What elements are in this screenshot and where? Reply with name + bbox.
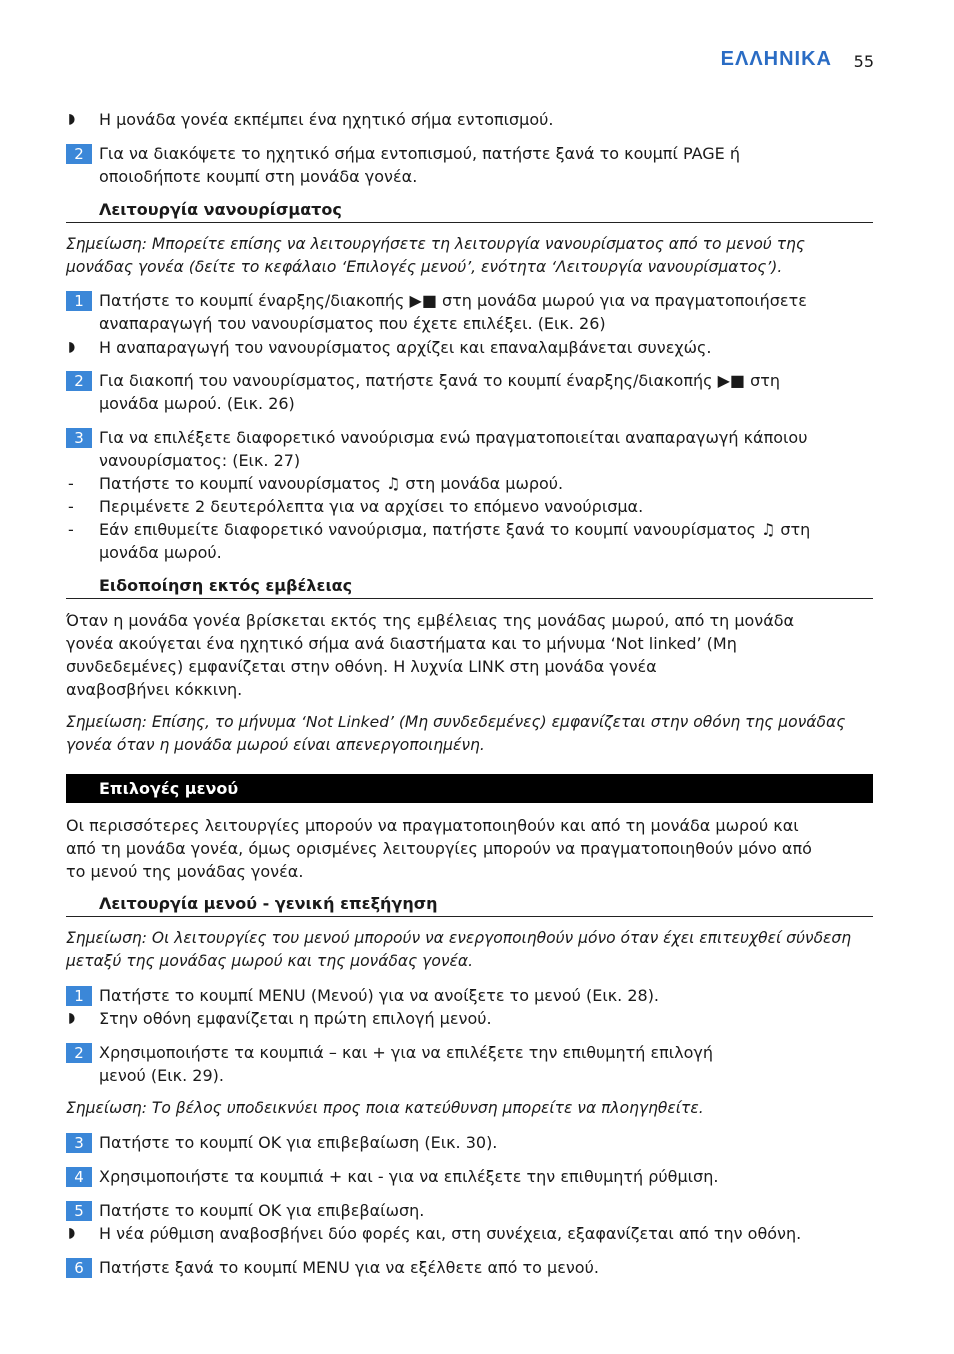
step-text: αναπαραγωγή του νανουρίσματος που έχετε επιλέξει. (Εικ. 26): [99, 314, 606, 333]
bullet-icon: ◗: [68, 111, 76, 127]
step-text: μονάδα μωρού. (Εικ. 26): [99, 394, 295, 413]
step-number: 2: [66, 371, 92, 391]
dash-item-text: Πατήστε το κουμπί νανουρίσματος ♫ στη μονάδα μωρού.: [99, 474, 564, 493]
step-text: Χρησιμοποιήστε τα κουμπιά + και - για να επιλέξετε την επιθυμητή ρύθμιση.: [99, 1167, 719, 1186]
step-number: 2: [66, 1043, 92, 1063]
dash-icon: -: [68, 520, 74, 539]
step-number: 3: [66, 1133, 92, 1153]
step-number: 5: [66, 1201, 92, 1221]
step-text: Για να επιλέξετε διαφορετικό νανούρισμα ενώ πραγματοποιείται αναπαραγωγή κάποιου: [99, 428, 808, 447]
page-number: 55: [853, 52, 874, 71]
paragraph-text: συνδεδεμένες) εμφανίζεται στην οθόνη. Η λυχνία LINK στη μονάδα γονέα: [66, 657, 657, 676]
bullet-text: Η νέα ρύθμιση αναβοσβήνει δύο φορές και, στη συνέχεια, εξαφανίζεται από την οθόνη.: [99, 1224, 802, 1243]
step-text: Για διακοπή του νανουρίσματος, πατήστε ξανά το κουμπί έναρξης/διακοπής ▶■ στη: [99, 371, 781, 390]
note-text: Σημείωση: Μπορείτε επίσης να λειτουργήσετε τη λειτουργία νανουρίσματος από το μενού της: [66, 235, 805, 253]
paragraph-text: Οι περισσότερες λειτουργίες μπορούν να πραγματοποιηθούν και από τη μονάδα μωρού και: [66, 816, 799, 835]
note-text: γονέα όταν η μονάδα μωρού είναι απενεργοποιημένη.: [66, 736, 485, 754]
section-rule: [66, 598, 873, 599]
step-number: 1: [66, 291, 92, 311]
bullet-icon: ◗: [68, 339, 76, 355]
step-text: Πατήστε το κουμπί OK για επιβεβαίωση (Εικ. 30).: [99, 1133, 498, 1152]
dash-icon: -: [68, 497, 74, 516]
note-text: Σημείωση: Επίσης, το μήνυμα ‘Not Linked’ (Μη συνδεδεμένες) εμφανίζεται στην οθόνη της μονάδας: [66, 713, 846, 731]
bullet-icon: ◗: [68, 1010, 76, 1026]
paragraph-text: αναβοσβήνει κόκκινη.: [66, 680, 243, 699]
step-text: Πατήστε το κουμπί OK για επιβεβαίωση.: [99, 1201, 425, 1220]
language-heading: ΕΛΛΗΝΙΚΑ: [720, 48, 832, 70]
note-text: μεταξύ της μονάδας μωρού και της μονάδας γονέα.: [66, 952, 473, 970]
section-rule: [66, 222, 873, 223]
paragraph-text: γονέα ακούγεται ένα ηχητικό σήμα ανά διαστήματα και το μήνυμα ‘Not linked’ (Μη: [66, 634, 737, 653]
bullet-text: Η αναπαραγωγή του νανουρίσματος αρχίζει και επαναλαμβάνεται συνεχώς.: [99, 338, 712, 357]
step-number: 3: [66, 428, 92, 448]
step-number: 1: [66, 986, 92, 1006]
step-text: οποιοδήποτε κουμπί στη μονάδα γονέα.: [99, 167, 418, 186]
step-text: νανουρίσματος: (Εικ. 27): [99, 451, 301, 470]
chapter-title: Επιλογές μενού: [99, 779, 239, 798]
paragraph-text: το μενού της μονάδας γονέα.: [66, 862, 304, 881]
dash-item-text: Εάν επιθυμείτε διαφορετικό νανούρισμα, πατήστε ξανά το κουμπί νανουρίσματος ♫ στη: [99, 520, 811, 539]
step-text: Χρησιμοποιήστε τα κουμπιά – και + για να επιλέξετε την επιθυμητή επιλογή: [99, 1043, 714, 1062]
step-text: Για να διακόψετε το ηχητικό σήμα εντοπισμού, πατήστε ξανά το κουμπί PAGE ή: [99, 144, 740, 163]
step-text: μενού (Εικ. 29).: [99, 1066, 224, 1085]
section-heading: Λειτουργία νανουρίσματος: [99, 200, 342, 219]
step-text: Πατήστε ξανά το κουμπί MENU για να εξέλθετε από το μενού.: [99, 1258, 599, 1277]
bullet-text: Η μονάδα γονέα εκπέμπει ένα ηχητικό σήμα εντοπισμού.: [99, 110, 554, 129]
note-text: μονάδας γονέα (δείτε το κεφάλαιο ‘Επιλογές μενού’, ενότητα ‘Λειτουργία νανουρίσματος’).: [66, 258, 783, 276]
section-rule: [66, 916, 873, 917]
paragraph-text: από τη μονάδα γονέα, όμως ορισμένες λειτουργίες μπορούν να πραγματοποιηθούν μόνο από: [66, 839, 812, 858]
step-number: 4: [66, 1167, 92, 1187]
dash-item-text: μονάδα μωρού.: [99, 543, 222, 562]
bullet-text: Στην οθόνη εμφανίζεται η πρώτη επιλογή μενού.: [99, 1009, 492, 1028]
note-text: Σημείωση: Το βέλος υποδεικνύει προς ποια κατεύθυνση μπορείτε να πλοηγηθείτε.: [66, 1099, 704, 1117]
step-text: Πατήστε το κουμπί MENU (Μενού) για να ανοίξετε το μενού (Εικ. 28).: [99, 986, 660, 1005]
paragraph-text: Όταν η μονάδα γονέα βρίσκεται εκτός της εμβέλειας της μονάδας μωρού, από τη μονάδα: [66, 611, 795, 630]
step-number: 2: [66, 144, 92, 164]
dash-icon: -: [68, 474, 74, 493]
bullet-icon: ◗: [68, 1225, 76, 1241]
section-heading: Λειτουργία μενού - γενική επεξήγηση: [99, 894, 438, 913]
note-text: Σημείωση: Οι λειτουργίες του μενού μπορούν να ενεργοποιηθούν μόνο όταν έχει επιτευχθεί σύνδεση: [66, 929, 852, 947]
step-number: 6: [66, 1258, 92, 1278]
step-text: Πατήστε το κουμπί έναρξης/διακοπής ▶■ στη μονάδα μωρού για να πραγματοποιήσετε: [99, 291, 807, 310]
section-heading: Ειδοποίηση εκτός εμβέλειας: [99, 576, 353, 595]
dash-item-text: Περιμένετε 2 δευτερόλεπτα για να αρχίσει το επόμενο νανούρισμα.: [99, 497, 644, 516]
